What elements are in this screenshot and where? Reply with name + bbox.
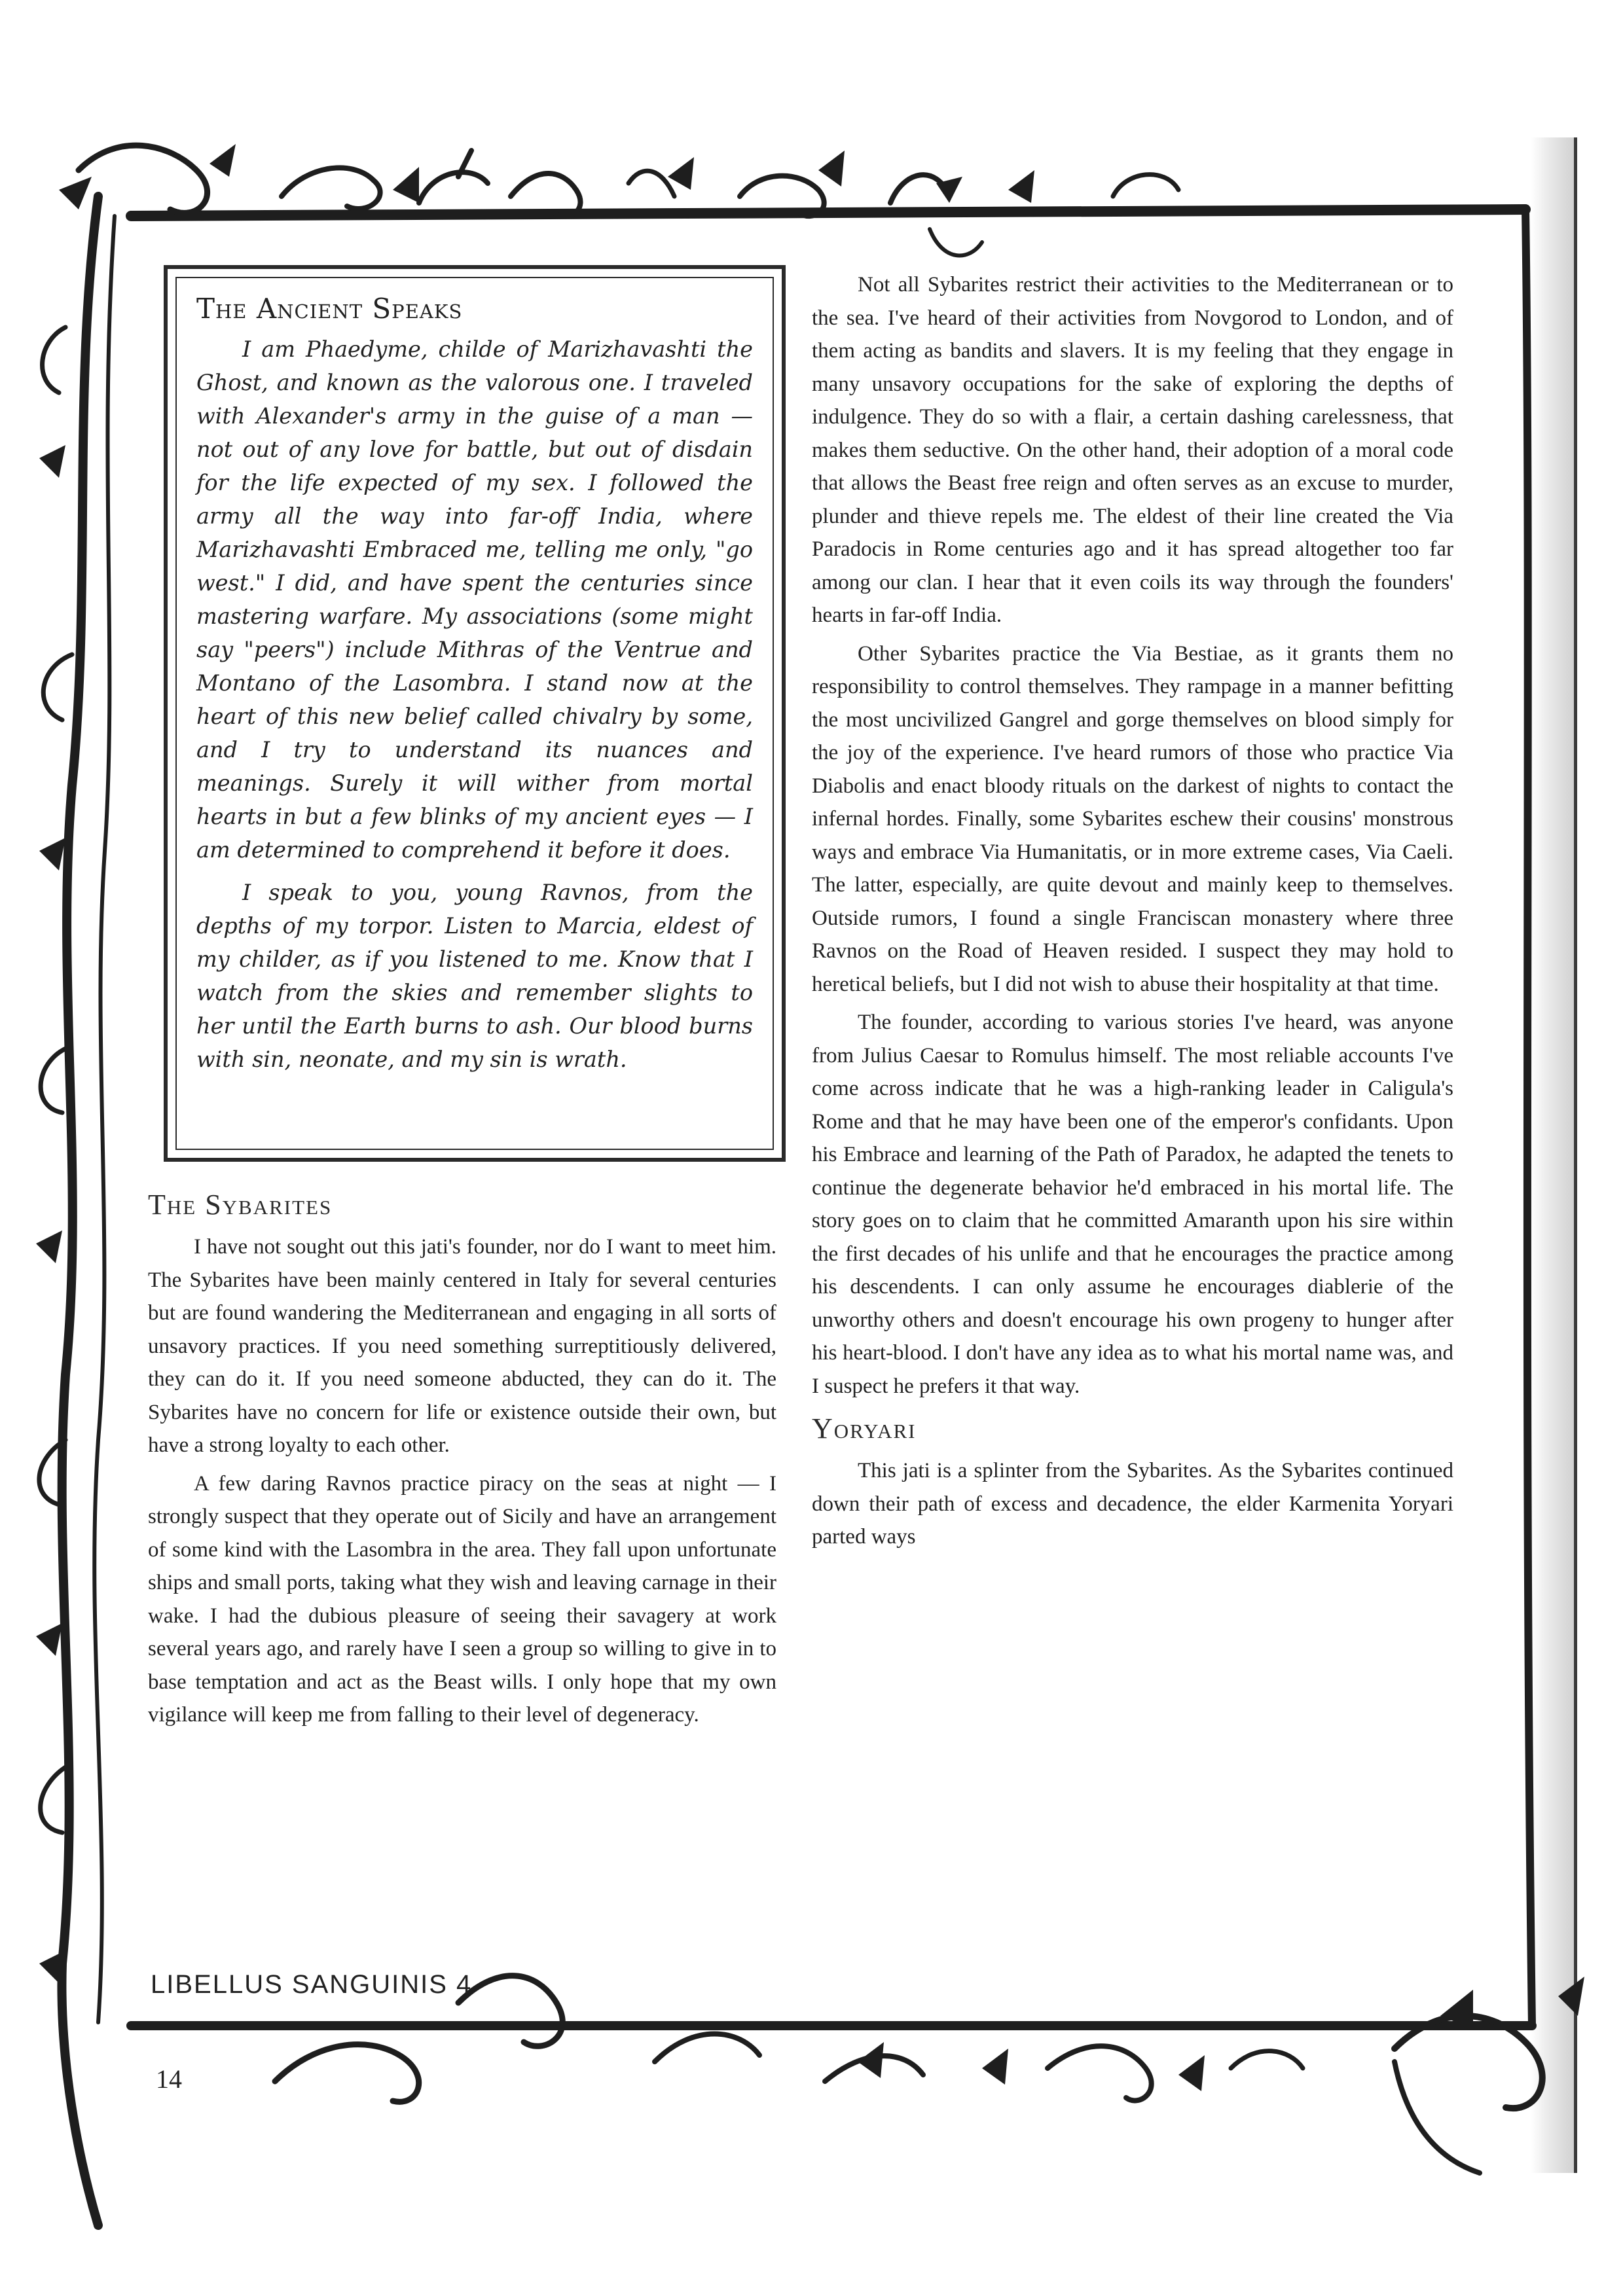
ancient-speaks-sidebar — [164, 265, 786, 1162]
vine-curl-left-3 — [41, 1047, 69, 1113]
vine-curl-bottom-5 — [1048, 2046, 1152, 2100]
body-paragraph: The founder, according to various stories I've heard, was anyone from Julius Caesar to Romulus himself. The most reliable accounts I've come across indicate that he was a high-ranking leader in Caligula's Rome and that he may have been one of the emperor's confidants. Upon his Embrace and learning of the Path of Paradox, he adapted the tenets to continue the degenerate behavior he'd embraced in his mortal life. The story goes on to claim that he committed Amaranth upon his sire within the first decades of his unlife and that he encourages the practice among his descendents. I can only assume he encourages diablerie of the unworthy others and doesn't encourage his own progeny to hunger after his heart-blood. I don't have any idea as to what his mortal name was, and I suspect he prefers it that way. — [812, 1011, 1453, 1398]
left-column — [148, 1188, 776, 1732]
vine-curl-bottom-2 — [458, 1976, 562, 2047]
right-column — [812, 268, 1453, 1554]
vine-curl-bottom-6 — [1231, 2051, 1303, 2068]
leaf-bottom-3 — [1178, 2055, 1205, 2091]
page-number: 14 — [156, 2064, 182, 2094]
book-title-footer: LIBELLUS SANGUINIS 4 — [151, 1970, 473, 1999]
vine-curl-left-5 — [41, 1767, 65, 1833]
leaf-bottom-1 — [858, 2042, 884, 2078]
leaf-left-2 — [39, 838, 65, 870]
body-paragraph: Other Sybarites practice the Via Bestiae, as it grants them no responsibility to control themselves. They rampage in a manner befitting the most uncivilized Gangrel and gorge themselves on blood simply for the joy of the experience. I've heard rumors of those who practice Via Diabolis and enact bloody rituals on the darkest of nights to contact the infernal hordes. Finally, some Sybarites eschew their cousins' monstrous ways and embrace Via Humanitatis, or in more extreme cases, Via Caeli. The latter, especially, are quite devout and mainly keep to themselves. Outside rumors, I found a single Franciscan monastery where three Ravnos on the Road of Heaven resided. I suspect they may hold to heretical beliefs, but I did not wish to abuse their hospitality at that time. — [812, 641, 1453, 996]
leaf-top-3 — [668, 157, 694, 190]
body-paragraph: I have not sought out this jati's founder, nor do I want to meet him. The Sybarites have been mainly centered in Italy for several centuries but are found wandering the Mediterranean and engaging in all sorts of unsavory practices. If you need something surreptitiously delivered, they can do it. If you need someone abducted, they can do it. The Sybarites have no concern for life or existence outside their own, but have a strong loyalty to each other. — [148, 1235, 776, 1457]
section-title-yoryari: Yoryari — [812, 1412, 917, 1444]
vine-curl-left-2 — [43, 655, 72, 720]
leaf-left-3 — [36, 1230, 62, 1263]
leaf-left-1 — [39, 445, 65, 478]
leaf-bottom-2 — [982, 2049, 1008, 2085]
vine-curl-top-8 — [1113, 175, 1178, 196]
sidebar-paragraph: I am Phaedyme, childe of Marizhavashti the Ghost, and known as the valorous one. I traveled with Alexander's army in the guise of a man — not out of any love for battle, but out of disdain for the life expected of my sex. I followed the army all the way into far-off India, where Marizhavashti Embraced me, telling me only, "go west." I did, and have spent the centuries since mastering warfare. My associations (some might say "peers") include Mithras of the Ventrue and Montano of the Lasombra. I stand now at the heart of this new belief called chivalry by some, and I try to understand its nuances and meanings. Surely it will wither from mortal hearts in but a few blinks of my ancient eyes — I am determined to comprehend it before it does. — [196, 336, 753, 863]
left-vine-trunk — [62, 196, 98, 2225]
vine-curl-left-1 — [43, 327, 65, 393]
leaf-top-4 — [818, 151, 845, 187]
leaf-top-left — [59, 177, 92, 209]
body-paragraph: Not all Sybarites restrict their activities to the Mediterranean or to the sea. I've heard of their activities from Novgorod to London, and of them acting as bandits and slavers. It is my feeling that they engage in many unsavory occupations for the sake of exploring the depths of indulgence. They do so with a flair, a certain dashing carelessness, that makes them seductive. On the other hand, their adoption of a moral code that allows the Beast free reign and often serves as an excuse to murder, plunder and thieve repels me. The eldest of their line created the Via Paradocis in Rome centuries ago and it has spread altogether too far among our clan. I hear that it even coils its way through the founders' hearts in far-off India. — [812, 273, 1453, 627]
vine-curl-top-4 — [629, 171, 674, 196]
vine-curl-top-2 — [419, 151, 488, 203]
vine-curl-bottom-3 — [655, 2034, 759, 2062]
sidebar-title: The Ancient Speaks — [196, 293, 463, 325]
leaf-bottom-right-2 — [1558, 1977, 1584, 2016]
top-border-rail — [131, 209, 1525, 216]
body-paragraph: A few daring Ravnos practice piracy on the seas at night — I strongly suspect that they operate out of Sicily and have an arrangement of some kind with the Lasombra in the area. They fall upon unfortunate ships and small ports, taking what they wish and leaving carnage in their wake. I had the dubious pleasure of seeing their savagery at work several years ago, and rarely have I seen a group so willing to give in to base temptation and act as the Beast wills. I only hope that my own vigilance will keep me from falling to their level of degeneracy. — [148, 1471, 776, 1727]
section-title-sybarites: The Sybarites — [148, 1189, 333, 1221]
right-border-rail — [1525, 209, 1532, 2026]
vine-curl-bottom-right-2 — [1395, 2062, 1480, 2173]
vine-curl-top-7 — [930, 229, 982, 255]
vine-curl-bottom-1 — [275, 2045, 419, 2102]
leaf-top-1 — [210, 144, 236, 177]
sidebar-inner-frame — [175, 277, 774, 1150]
leaf-left-4 — [36, 1623, 62, 1656]
body-paragraph: This jati is a splinter from the Sybarites. As the Sybarites continued down their path of excess and decadence, the elder Karmenita Yoryari parted ways — [812, 1459, 1453, 1549]
left-vine-inner — [94, 216, 115, 2022]
leaf-top-5 — [1008, 170, 1034, 203]
sidebar-paragraph: I speak to you, young Ravnos, from the depths of my torpor. Listen to Marcia, eldest of my childer, as if you listened to me. Know that I watch from the skies and remember slights to her until the Earth burns to ash. Our blood burns with sin, neonate, and my sin is wrath. — [196, 880, 753, 1072]
leaf-top-2 — [393, 167, 419, 203]
vine-curl-top-1 — [282, 168, 380, 209]
